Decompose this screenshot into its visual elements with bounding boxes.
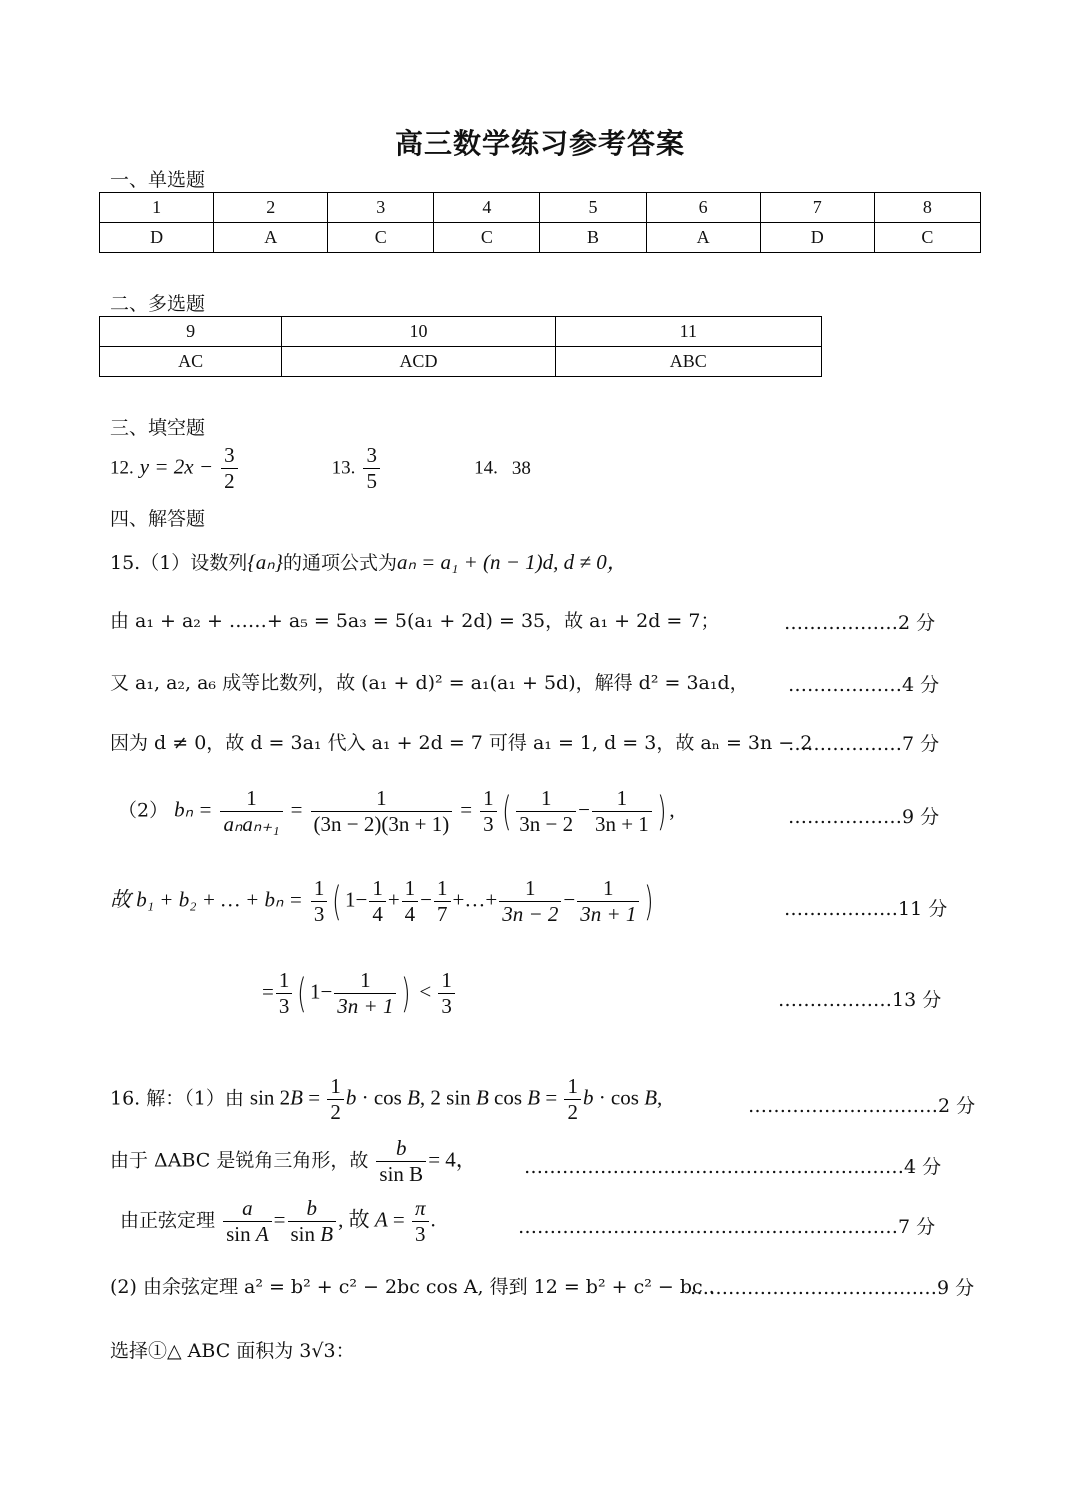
q16-line-2	[110, 1136, 477, 1187]
table-cell: 5	[540, 193, 646, 223]
table-cell: D	[100, 223, 214, 253]
table-cell: 8	[874, 193, 980, 223]
table-row	[100, 193, 981, 223]
q14-value: 38	[511, 457, 531, 479]
q15-line-6: 故 b₁ + b₂ + … + bₙ = $\frac{1}{3}$ ( 1− $\frac{1}{4}$ + $\frac{1}{4}$ − $\frac{1}{7}$ +…+ $\frac{1}{3n - 2}$ − $\frac{1}{3n + 1}$ )	[110, 876, 654, 926]
table-cell: 9	[100, 317, 282, 347]
frac-num: 1	[246, 786, 257, 810]
q16-score-9: …………………………………9 分	[690, 1277, 975, 1299]
q15-score-9: ………………9 分	[788, 806, 940, 828]
q16-line-1: 16. 解：（1）由 sin 2B = $\frac{1}{2}$ b · cos B, 2 sin B cos B = $\frac{1}{2}$ b · cos B,	[110, 1074, 663, 1124]
fraction	[516, 786, 576, 837]
q16-line-5: 选择①△ ABC 面积为 3√3：	[110, 1340, 355, 1362]
q16-prefix: 16. 解：（1）由	[110, 1087, 244, 1110]
fraction: $\frac{1}{3}$	[311, 876, 328, 927]
q15-line-7: = $\frac{1}{3}$ ( 1− $\frac{1}{3n + 1}$ ) < $\frac{1}{3}$	[262, 968, 457, 1019]
fraction	[592, 786, 652, 837]
fraction	[376, 1136, 426, 1187]
frac-den: sin B	[376, 1161, 426, 1187]
q13-fraction	[363, 443, 380, 494]
q15-score-7: ………………7 分	[788, 733, 940, 755]
table-row	[100, 317, 822, 347]
frac-num: 3	[366, 443, 377, 467]
table-cell: 1	[100, 193, 214, 223]
q15-prefix: 15.（1）设数列	[110, 552, 248, 574]
frac-den: 2	[221, 468, 238, 494]
multi-choice-table	[99, 316, 822, 377]
q16-score-7: ……………………………………………………7 分	[518, 1216, 936, 1238]
q16-l3-prefix: 由正弦定理	[120, 1209, 216, 1232]
q15-line-5: （2） bₙ = $\frac{1}{\text{aₙaₙ₊₁}}$ = $\frac{1}{(3n - 2)(3n + 1)}$ = $\frac{1}{3}$ ( $\frac{1}{3n - 2}$ − $\frac{1}{3n + 1}$ ) ,	[118, 786, 675, 836]
fill-answers	[110, 443, 531, 494]
table-cell: 7	[760, 193, 874, 223]
section-fill-blank: 三、填空题	[110, 417, 206, 439]
section-multi-choice: 二、多选题	[110, 293, 206, 315]
q12-label: 12.	[110, 457, 134, 479]
q15-line-4: 因为 d ≠ 0，故 d = 3a₁ 代入 a₁ + 2d = 7 可得 a₁ = 1, d = 3，故 aₙ = 3n − 2	[110, 732, 813, 754]
bn-label: bₙ =	[174, 797, 213, 822]
fraction	[480, 786, 497, 837]
q15-mid: 的通项公式为	[282, 552, 397, 574]
frac-num: b	[396, 1136, 407, 1160]
single-choice-table	[99, 192, 981, 253]
q16-line-3: 由正弦定理 $\frac{a}{\text{sin A}}$ = $\frac{b}{\text{sin B}}$ , 故 A = $\frac{\pi}{3}$ .	[120, 1196, 436, 1246]
table-cell: 2	[214, 193, 328, 223]
q16-l2-suffix: = 4，	[428, 1147, 477, 1172]
frac-den: aₙaₙ₊₁	[220, 811, 282, 837]
q15-seq: {aₙ}	[247, 550, 283, 574]
frac-num: 3	[224, 443, 235, 467]
frac-num: 1	[483, 786, 494, 810]
table-cell: 3	[328, 193, 434, 223]
table-cell: B	[540, 223, 646, 253]
frac-den: 5	[363, 468, 380, 494]
page-title: 高三数学练习参考答案	[394, 127, 685, 160]
frac-den: 3n + 1	[592, 811, 652, 837]
table-cell: 4	[434, 193, 540, 223]
q16-score-4: ……………………………………………………4 分	[524, 1156, 942, 1178]
section-solutions: 四、解答题	[110, 508, 206, 530]
q15-formula: aₙ = a₁ + (n − 1)d, d ≠ 0，	[397, 550, 628, 574]
frac-num: 1	[616, 786, 628, 810]
q15-line-3: 又 a₁, a₂, a₆ 成等比数列，故 (a₁ + d)² = a₁(a₁ + 5d)，解得 d² = 3a₁d，	[110, 672, 749, 694]
fraction	[220, 786, 282, 837]
table-cell: C	[874, 223, 980, 253]
frac-den: 3	[480, 811, 497, 837]
fraction	[311, 786, 453, 837]
section-single-choice: 一、单选题	[110, 169, 206, 191]
q15-line-1	[110, 546, 628, 576]
table-row	[100, 223, 981, 253]
table-cell: A	[646, 223, 760, 253]
frac-den: 3n − 2	[516, 811, 576, 837]
frac-num: 1	[540, 786, 552, 810]
table-cell: A	[214, 223, 328, 253]
fraction: $\frac{1}{3}$	[276, 968, 293, 1019]
q14-label: 14.	[474, 457, 498, 479]
table-cell: ABC	[555, 347, 821, 377]
q13-label: 13.	[331, 457, 356, 479]
q12-expr: y = 2x −	[139, 454, 214, 479]
table-cell: C	[328, 223, 434, 253]
q16-line-4: (2) 由余弦定理 a² = b² + c² − 2bc cos A, 得到 12 = b² + c² − bc .	[110, 1276, 715, 1298]
table-cell: C	[434, 223, 540, 253]
table-cell: AC	[100, 347, 282, 377]
table-cell: 10	[282, 317, 555, 347]
q15-score-13: ………………13 分	[778, 989, 942, 1011]
q16-score-2: …………………………2 分	[748, 1095, 976, 1117]
q16-l2-prefix: 由于 ΔABC 是锐角三角形，故	[110, 1149, 369, 1172]
table-cell: 11	[555, 317, 821, 347]
table-cell: 6	[646, 193, 760, 223]
q12-fraction	[221, 443, 238, 494]
q15-score-4: ………………4 分	[788, 674, 940, 696]
table-row	[100, 347, 822, 377]
q15-score-2: ………………2 分	[784, 612, 936, 634]
q15-part2-label: （2）	[118, 799, 169, 822]
table-cell: D	[760, 223, 874, 253]
frac-den: (3n − 2)(3n + 1)	[311, 811, 453, 837]
sum-prefix: 故 b₁ + b₂ + … + bₙ =	[110, 887, 303, 912]
frac-num: 1	[376, 786, 387, 810]
table-cell: ACD	[282, 347, 555, 377]
q15-line-2: 由 a₁ + a₂ + ……+ a₅ = 5a₃ = 5(a₁ + 2d) = 35，故 a₁ + 2d = 7；	[110, 610, 720, 632]
q15-score-11: ………………11 分	[784, 898, 948, 920]
